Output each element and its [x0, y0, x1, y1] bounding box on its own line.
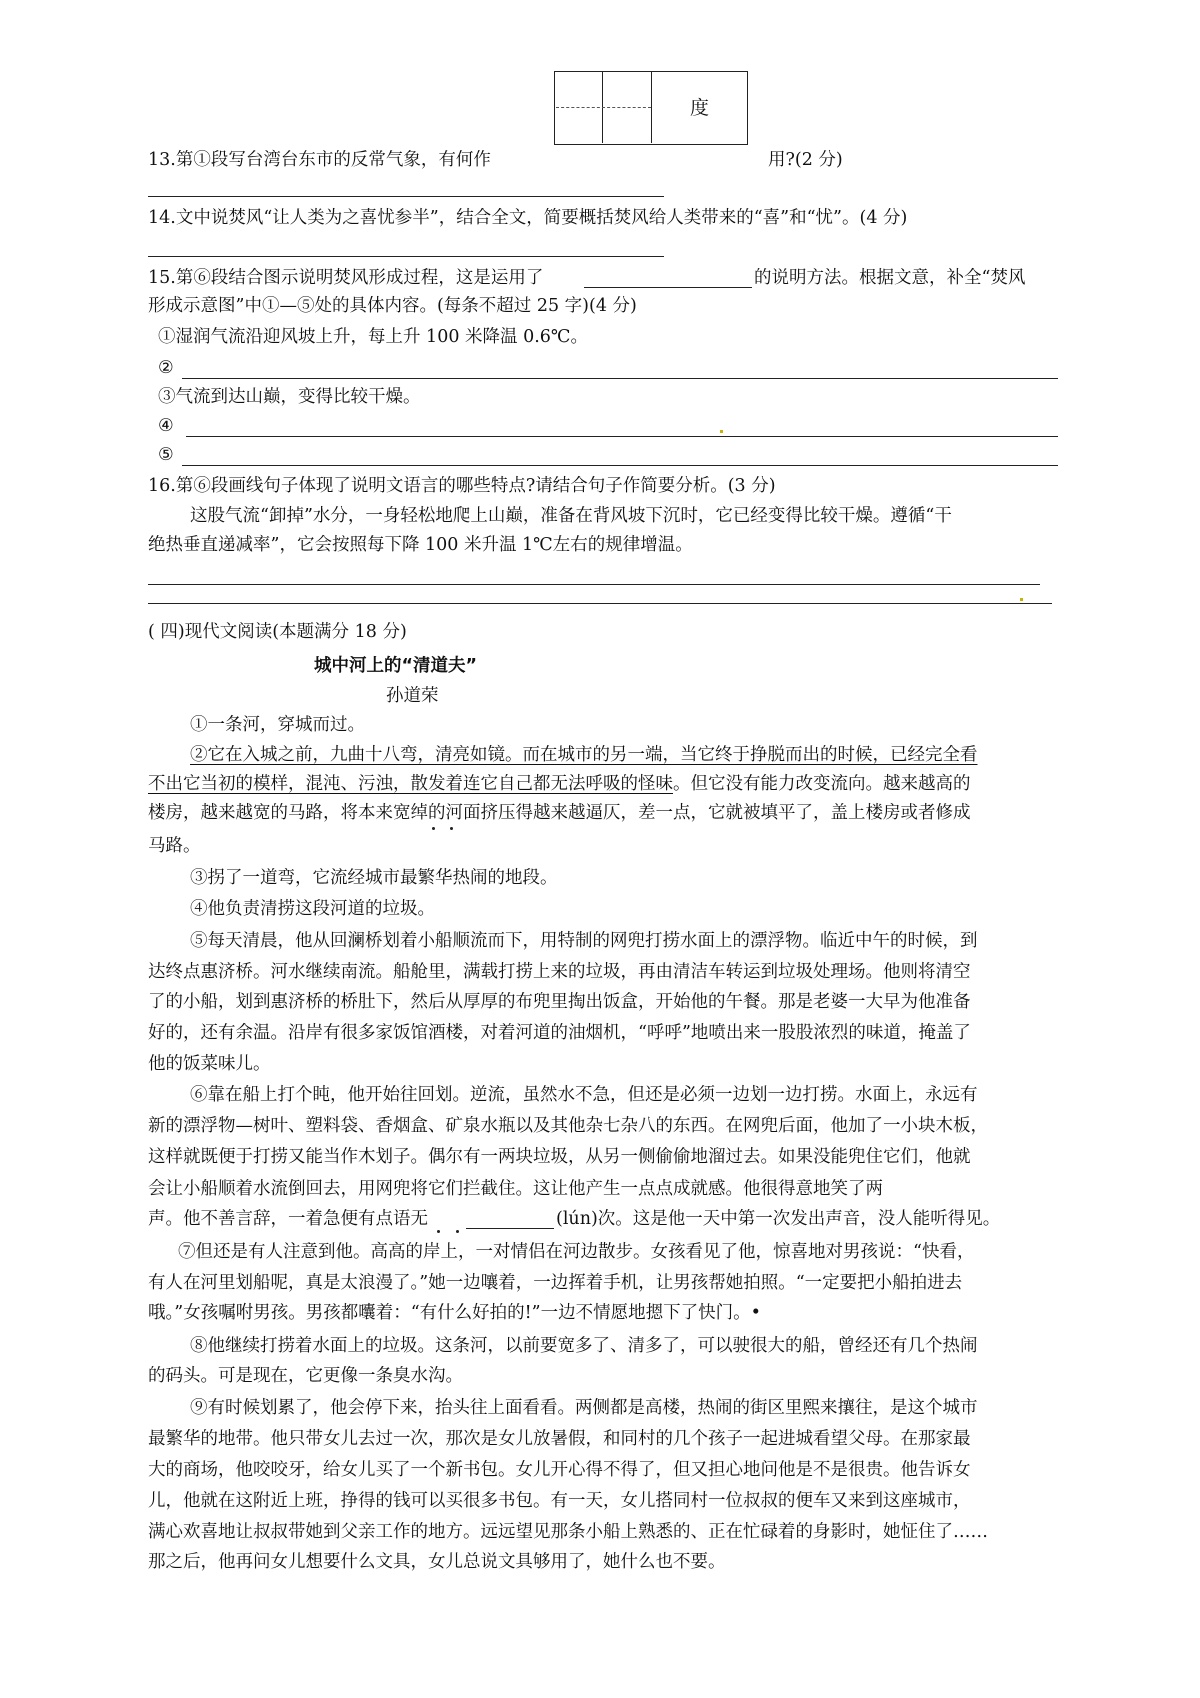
- q15-blank[interactable]: [584, 287, 752, 288]
- q15-item-4-line[interactable]: [186, 436, 1058, 437]
- paragraph-9-line-3: 大的商场，他咬咬牙，给女儿买了一个新书包。女儿开心得不得了，但又担心地问他是不是很贵。他告诉女: [148, 1460, 971, 1480]
- speck: [720, 430, 723, 433]
- grid-dashed-line: [556, 107, 651, 108]
- q15-text-2: 形成示意图”中①—⑤处的具体内容。(每条不超过 25 字)(4 分): [148, 296, 637, 316]
- paragraph-6-line-4: 会让小船顺着水流倒回去，用网兜将它们拦截住。这让他产生一点点成就感。他很得意地笑了两: [148, 1179, 883, 1199]
- paragraph-5-line-4: 好的，还有余温。沿岸有很多家饭馆酒楼，对着河道的油烟机，“呼呼”地喷出来一股股浓烈的味道，掩盖了: [148, 1023, 971, 1043]
- paragraph-9-line-6: 那之后，他再问女儿想要什么文具，女儿总说文具够用了，她什么也不要。: [148, 1552, 726, 1572]
- emphasis-dot: [432, 827, 435, 830]
- q16-answer-line-1[interactable]: [148, 584, 1040, 585]
- paragraph-7-line-2: 有人在河里划船呢，真是太浪漫了。”她一边嚷着，一边挥着手机，让男孩帮她拍照。“一定要把小船拍进去: [148, 1273, 963, 1293]
- q16-quote-2: 绝热垂直递减率”，它会按照每下降 100 米升温 1℃左右的规律增温。: [148, 535, 693, 555]
- paragraph-2-line-3: 楼房，越来越宽的马路，将本来宽绰的河面挤压得越来越逼仄，差一点，它就被填平了，盖上楼房或者修成: [148, 803, 971, 823]
- paragraph-2-line-2: [148, 772, 971, 796]
- q16-text: 16.第⑥段画线句子体现了说明文语言的哪些特点?请结合句子作简要分析。(3 分): [148, 476, 776, 496]
- paragraph-3: ③拐了一道弯，它流经城市最繁华热闹的地段。: [190, 868, 558, 888]
- paragraph-5-line-2: 达终点惠济桥。河水继续南流。船舱里，满载打捞上来的垃圾，再由清洁车转运到垃圾处理场。他则将清空: [148, 962, 971, 982]
- q15-item-4: ④: [158, 416, 174, 436]
- q14-answer-line[interactable]: [148, 256, 664, 257]
- paragraph-2-line-4: 马路。: [148, 836, 201, 856]
- fill-blank-line[interactable]: [466, 1228, 554, 1229]
- paragraph-9-line-1: ⑨有时候划累了，他会停下来，抬头往上面看看。两侧都是高楼，热闹的街区里熙来攘往，是这个城市: [190, 1398, 978, 1418]
- paragraph-9-line-4: 儿，他就在这附近上班，挣得的钱可以买很多书包。有一天，女儿搭同村一位叔叔的便车又来到这座城市，: [148, 1491, 971, 1511]
- section-header: ( 四)现代文阅读(本题满分 18 分): [148, 622, 407, 642]
- q13-text-left: 13.第①段写台湾台东市的反常气象，有何作: [148, 150, 491, 170]
- paragraph-9-line-2: 最繁华的地带。他只带女儿去过一次，那次是女儿放暑假，和同村的几个孩子一起进城看望父母。在那家最: [148, 1429, 971, 1449]
- q15-text-1b: 的说明方法。根据文意，补全“焚风: [754, 268, 1026, 288]
- paragraph-2-underlined-1: ②它在入城之前，九曲十八弯，清亮如镜。而在城市的另一端，当它终于挣脱而出的时候，已经完全看: [190, 745, 978, 765]
- q15-text-1a: 15.第⑥段结合图示说明焚风形成过程，这是运用了: [148, 268, 544, 288]
- paragraph-9-line-5: 满心欢喜地让叔叔带她到父亲工作的地方。远远望见那条小船上熟悉的、正在忙碌着的身影时，她怔住了……: [148, 1522, 988, 1542]
- q15-item-2: ②: [158, 358, 174, 378]
- emphasis-dot: [450, 827, 453, 830]
- q15-item-5: ⑤: [158, 445, 174, 465]
- speck: [1020, 598, 1023, 601]
- emphasis-dot: [437, 1230, 440, 1233]
- passage-author: 孙道荣: [386, 686, 439, 706]
- q16-answer-line-2[interactable]: [148, 603, 1052, 604]
- paragraph-6-line-3: 这样就既便于打捞又能当作木划子。偶尔有一两块垃圾，从另一侧偷偷地溜过去。如果没能兜住它们，他就: [148, 1147, 971, 1167]
- paragraph-5-line-1: ⑤每天清晨，他从回澜桥划着小船顺流而下，用特制的网兜打捞水面上的漂浮物。临近中午的时候，到: [190, 931, 978, 951]
- paragraph-5-line-5: 他的饭菜味儿。: [148, 1054, 271, 1074]
- paragraph-7-line-3: 哦。”女孩嘱咐男孩。男孩都囔着：“有什么好拍的!”一边不情愿地摁下了快门。•: [148, 1303, 761, 1323]
- q13-text-right: 用?(2 分): [768, 150, 843, 170]
- paragraph-6-line-5a: 声。他不善言辞，一着急便有点语无: [148, 1209, 428, 1229]
- q16-quote-1: 这股气流“卸掉”水分，一身轻松地爬上山巅，准备在背风坡下沉时，它已经变得比较干燥。遵循“干: [190, 506, 952, 526]
- paragraph-8-line-1: ⑧他继续打捞着水面上的垃圾。这条河，以前要宽多了、清多了，可以驶很大的船，曾经还有几个热闹: [190, 1336, 978, 1356]
- paragraph-1: ①一条河，穿城而过。: [190, 715, 365, 735]
- q15-item-3: ③气流到达山巅，变得比较干燥。: [158, 387, 421, 407]
- paragraph-8-line-2: 的码头。可是现在，它更像一条臭水沟。: [148, 1366, 463, 1386]
- paragraph-2-underlined-2: 不出它当初的模样，混沌、污浊，散发着连它自己都无法呼吸的怪味: [148, 774, 673, 794]
- paragraph-6-line-1: ⑥靠在船上打个盹，他开始往回划。逆流，虽然水不急，但还是必须一边划一边打捞。水面上，永远有: [190, 1085, 978, 1105]
- paragraph-7-line-1: ⑦但还是有人注意到他。高高的岸上，一对情侣在河边散步。女孩看见了他，惊喜地对男孩说：“快看，: [178, 1242, 975, 1262]
- q15-item-2-line[interactable]: [182, 378, 1058, 379]
- grid-char: 度: [690, 97, 710, 119]
- paragraph-6-line-5b: (lún)次。这是他一天中第一次发出声音，没人能听得见。: [556, 1209, 1001, 1229]
- q13-answer-line[interactable]: [148, 196, 664, 197]
- emphasis-dot: [456, 1230, 459, 1233]
- q15-item-5-line[interactable]: [182, 465, 1058, 466]
- paragraph-4: ④他负责清捞这段河道的垃圾。: [190, 899, 435, 919]
- paragraph-6-line-2: 新的漂浮物—树叶、塑料袋、香烟盒、矿泉水瓶以及其他杂七杂八的东西。在网兜后面，他加了一小块木板，: [148, 1116, 988, 1136]
- passage-title: 城中河上的“清道夫”: [314, 656, 478, 676]
- paragraph-2-rest: 。但它没有能力改变流向。越来越高的: [673, 774, 971, 794]
- grid-divider: [651, 71, 652, 143]
- q14-text: 14.文中说焚风“让人类为之喜忧参半”，结合全文，简要概括焚风给人类带来的“喜”和“忧”。(4 分): [148, 208, 908, 228]
- q15-item-1: ①湿润气流沿迎风坡上升，每上升 100 米降温 0.6℃。: [158, 327, 588, 347]
- paragraph-5-line-3: 了的小船，划到惠济桥的桥肚下，然后从厚厚的布兜里掏出饭盒，开始他的午餐。那是老婆一大早为他准备: [148, 992, 971, 1012]
